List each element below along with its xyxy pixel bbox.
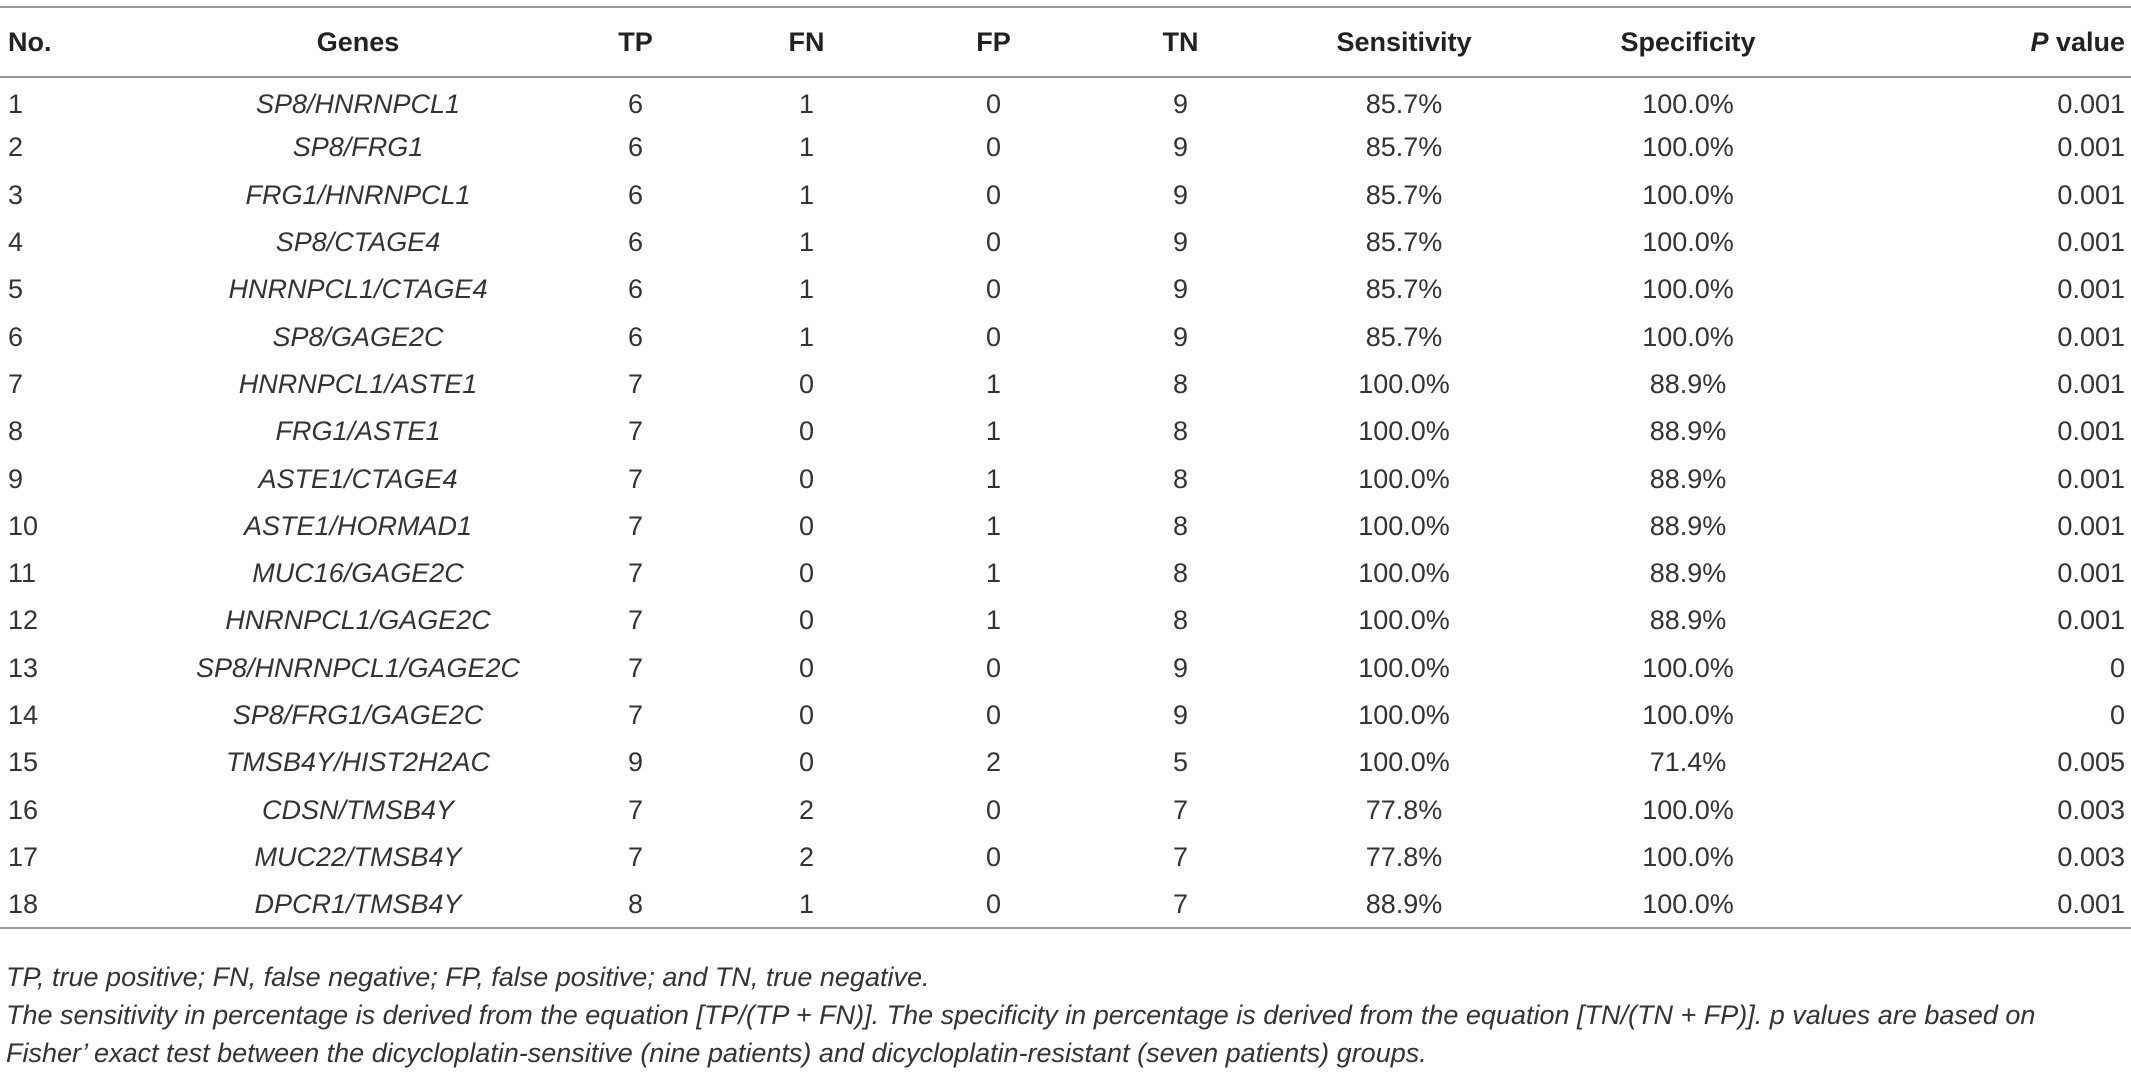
cell-genes: HNRNPCL1/ASTE1 [238, 368, 478, 399]
cell-p-value: 0.001 [2057, 888, 2125, 919]
cell-specificity: 100.0% [1642, 794, 1734, 825]
cell-sensitivity: 100.0% [1358, 605, 1450, 636]
table-row [0, 645, 2131, 692]
cell-fn: 0 [798, 510, 815, 541]
cell-specificity: 88.9% [1649, 605, 1727, 636]
cell-tn: 8 [1172, 510, 1189, 541]
table-row [0, 881, 2131, 928]
cell-no: 15 [8, 747, 39, 778]
cell-specificity: 100.0% [1642, 321, 1734, 352]
cell-tn: 9 [1172, 652, 1189, 683]
cell-genes: CDSN/TMSB4Y [261, 794, 455, 825]
cell-fn: 0 [798, 558, 815, 589]
cell-tp: 7 [627, 605, 644, 636]
cell-sensitivity: 100.0% [1358, 510, 1450, 541]
cell-fn: 1 [798, 888, 815, 919]
cell-fp: 0 [985, 132, 1002, 163]
cell-tn: 8 [1172, 368, 1189, 399]
cell-tn: 7 [1172, 841, 1189, 872]
cell-specificity: 88.9% [1649, 416, 1727, 447]
cell-fn: 0 [798, 368, 815, 399]
table-row [0, 455, 2131, 502]
cell-no: 11 [8, 558, 37, 589]
cell-tp: 6 [627, 274, 644, 305]
table-row [0, 77, 2131, 124]
cell-p-value: 0.001 [2057, 368, 2125, 399]
cell-tp: 7 [627, 700, 644, 730]
cell-fn: 1 [798, 132, 815, 163]
cell-tp: 7 [627, 510, 644, 541]
cell-tn: 9 [1172, 179, 1189, 210]
cell-p-value: 0.001 [2057, 558, 2125, 589]
table-row [0, 739, 2131, 786]
cell-p-value: 0.001 [2057, 227, 2125, 258]
cell-genes: MUC16/GAGE2C [252, 558, 464, 589]
cell-p-value: 0 [2109, 700, 2125, 730]
header-tn: TN [1087, 7, 1274, 77]
cell-genes: SP8/FRG1/GAGE2C [232, 700, 484, 730]
cell-tp: 8 [627, 888, 644, 919]
cell-tp: 7 [627, 652, 644, 683]
cell-no: 10 [8, 510, 39, 541]
cell-specificity: 100.0% [1642, 132, 1734, 163]
cell-genes: MUC22/TMSB4Y [254, 841, 462, 872]
cell-sensitivity: 77.8% [1365, 841, 1443, 872]
table-row [0, 834, 2131, 881]
table-row [0, 266, 2131, 313]
cell-fn: 2 [798, 841, 815, 872]
cell-p-value: 0.005 [2057, 747, 2125, 778]
cell-tp: 7 [627, 368, 644, 399]
cell-genes: FRG1/ASTE1 [275, 416, 441, 447]
cell-sensitivity: 77.8% [1365, 794, 1443, 825]
cell-fp: 2 [985, 747, 1002, 778]
cell-tp: 6 [627, 321, 644, 352]
cell-no: 17 [8, 841, 39, 872]
cell-sensitivity: 85.7% [1365, 88, 1443, 119]
cell-p-value: 0.001 [2057, 274, 2125, 305]
cell-specificity: 88.9% [1649, 558, 1727, 589]
cell-genes: SP8/HNRNPCL1 [255, 88, 461, 119]
cell-sensitivity: 100.0% [1358, 652, 1450, 683]
cell-genes: SP8/GAGE2C [272, 321, 444, 352]
cell-tp: 7 [627, 558, 644, 589]
cell-p-value: 0.001 [2057, 416, 2125, 447]
footnote-methods: The sensitivity in percentage is derived from the equation [TP/(TP + FN)]. The specificity in percentage is derived from the equation [TN/(TN + FP)]. p values are based on Fisher’ exact test between the dicycloplatin-sensitive (nine patients) and dicycloplatin-resistant (seven patients) groups. [6, 1000, 2036, 1068]
cell-fp: 0 [985, 841, 1002, 872]
cell-genes: FRG1/HNRNPCL1 [245, 179, 471, 210]
cell-specificity: 71.4% [1649, 747, 1727, 778]
cell-sensitivity: 85.7% [1365, 179, 1443, 210]
cell-tn: 8 [1172, 463, 1189, 494]
cell-tn: 7 [1172, 888, 1189, 919]
cell-tp: 7 [627, 463, 644, 494]
cell-specificity: 100.0% [1642, 700, 1734, 730]
cell-sensitivity: 85.7% [1365, 132, 1443, 163]
cell-p-value: 0.001 [2057, 463, 2125, 494]
cell-no: 12 [8, 605, 39, 636]
cell-tn: 9 [1172, 132, 1189, 163]
cell-no: 5 [8, 274, 24, 305]
cell-fp: 0 [985, 274, 1002, 305]
cell-fp: 1 [985, 368, 1002, 399]
header-p-value [1842, 7, 2131, 77]
cell-genes: HNRNPCL1/CTAGE4 [228, 274, 488, 305]
cell-specificity: 100.0% [1642, 841, 1734, 872]
cell-fp: 1 [985, 463, 1002, 494]
cell-sensitivity: 100.0% [1358, 700, 1450, 730]
cell-fp: 1 [985, 510, 1002, 541]
cell-fp: 0 [985, 652, 1002, 683]
table-row [0, 172, 2131, 219]
cell-specificity: 100.0% [1642, 888, 1734, 919]
header-fp: FP [900, 7, 1087, 77]
table-row [0, 408, 2131, 455]
results-table [0, 6, 2131, 929]
cell-specificity: 88.9% [1649, 463, 1727, 494]
cell-fn: 0 [798, 747, 815, 778]
header-p-suffix: value [2048, 26, 2125, 57]
cell-sensitivity: 85.7% [1365, 274, 1443, 305]
cell-tp: 6 [627, 88, 644, 119]
cell-p-value: 0.001 [2057, 321, 2125, 352]
cell-no: 8 [8, 416, 24, 447]
cell-no: 16 [8, 794, 39, 825]
cell-tn: 9 [1172, 700, 1189, 730]
cell-sensitivity: 100.0% [1358, 416, 1450, 447]
header-fn: FN [713, 7, 900, 77]
table-row [0, 550, 2131, 597]
cell-sensitivity: 88.9% [1365, 888, 1443, 919]
cell-tp: 6 [627, 227, 644, 258]
cell-genes: DPCR1/TMSB4Y [254, 888, 462, 919]
cell-p-value: 0.001 [2057, 132, 2125, 163]
cell-fp: 1 [985, 416, 1002, 447]
table-header [0, 7, 2131, 77]
header-p-letter: P [2030, 26, 2049, 57]
cell-genes: ASTE1/CTAGE4 [258, 463, 458, 494]
cell-tp: 9 [627, 747, 644, 778]
cell-tn: 8 [1172, 605, 1189, 636]
cell-fn: 0 [798, 652, 815, 683]
cell-no: 4 [8, 227, 24, 258]
cell-tp: 7 [627, 841, 644, 872]
cell-fn: 0 [798, 605, 815, 636]
cell-tn: 9 [1172, 227, 1189, 258]
cell-no: 7 [8, 368, 24, 399]
cell-tn: 8 [1172, 416, 1189, 447]
table-row [0, 692, 2131, 739]
cell-no: 14 [8, 700, 39, 730]
table-body [0, 77, 2131, 928]
cell-fp: 0 [985, 227, 1002, 258]
cell-fn: 0 [798, 416, 815, 447]
cell-no: 2 [8, 132, 24, 163]
header-genes: Genes [158, 7, 558, 77]
header-sensitivity: Sensitivity [1274, 7, 1534, 77]
cell-tn: 5 [1172, 747, 1189, 778]
cell-fn: 1 [798, 321, 815, 352]
cell-fp: 0 [985, 794, 1002, 825]
cell-fn: 1 [798, 179, 815, 210]
cell-no: 1 [8, 88, 24, 119]
cell-sensitivity: 100.0% [1358, 558, 1450, 589]
cell-p-value: 0.003 [2057, 794, 2125, 825]
cell-fp: 0 [985, 700, 1002, 730]
cell-fn: 1 [798, 227, 815, 258]
cell-sensitivity: 100.0% [1358, 747, 1450, 778]
cell-fp: 0 [985, 888, 1002, 919]
header-tp: TP [558, 7, 713, 77]
cell-fn: 0 [798, 700, 815, 730]
cell-sensitivity: 85.7% [1365, 227, 1443, 258]
table-row [0, 361, 2131, 408]
cell-fp: 1 [985, 558, 1002, 589]
cell-genes: SP8/HNRNPCL1/GAGE2C [195, 652, 521, 683]
cell-specificity: 88.9% [1649, 510, 1727, 541]
cell-fn: 1 [798, 88, 815, 119]
cell-tn: 7 [1172, 794, 1189, 825]
header-row [0, 7, 2131, 77]
cell-p-value: 0.001 [2057, 88, 2125, 119]
cell-no: 18 [8, 888, 39, 919]
table-footnotes [6, 958, 2111, 1072]
cell-tp: 6 [627, 179, 644, 210]
cell-tn: 8 [1172, 558, 1189, 589]
cell-p-value: 0.001 [2057, 179, 2125, 210]
cell-tn: 9 [1172, 321, 1189, 352]
table-row [0, 313, 2131, 360]
cell-genes: TMSB4Y/HIST2H2AC [225, 747, 491, 778]
header-specificity: Specificity [1534, 7, 1842, 77]
cell-no: 3 [8, 179, 24, 210]
cell-sensitivity: 100.0% [1358, 463, 1450, 494]
cell-fn: 2 [798, 794, 815, 825]
table-row [0, 219, 2131, 266]
cell-genes: SP8/CTAGE4 [275, 227, 441, 258]
table-row [0, 597, 2131, 644]
cell-genes: HNRNPCL1/GAGE2C [225, 605, 491, 636]
cell-fp: 0 [985, 88, 1002, 119]
cell-genes: SP8/FRG1 [292, 132, 424, 163]
cell-fp: 1 [985, 605, 1002, 636]
cell-fp: 0 [985, 321, 1002, 352]
table-row [0, 124, 2131, 171]
cell-fn: 0 [798, 463, 815, 494]
cell-specificity: 100.0% [1642, 179, 1734, 210]
cell-genes: ASTE1/HORMAD1 [243, 510, 473, 541]
cell-tp: 7 [627, 416, 644, 447]
cell-no: 6 [8, 321, 24, 352]
cell-p-value: 0.003 [2057, 841, 2125, 872]
cell-specificity: 100.0% [1642, 274, 1734, 305]
cell-no: 13 [8, 652, 39, 683]
cell-tp: 6 [627, 132, 644, 163]
cell-p-value: 0 [2109, 652, 2125, 683]
cell-specificity: 88.9% [1649, 368, 1727, 399]
footnote-abbreviations: TP, true positive; FN, false negative; FP, false positive; and TN, true negative. [6, 962, 930, 992]
cell-p-value: 0.001 [2057, 605, 2125, 636]
cell-specificity: 100.0% [1642, 227, 1734, 258]
table-row [0, 786, 2131, 833]
cell-sensitivity: 85.7% [1365, 321, 1443, 352]
cell-fp: 0 [985, 179, 1002, 210]
cell-no: 9 [8, 463, 24, 494]
cell-specificity: 100.0% [1642, 88, 1734, 119]
cell-tp: 7 [627, 794, 644, 825]
cell-sensitivity: 100.0% [1358, 368, 1450, 399]
table-row [0, 503, 2131, 550]
cell-tn: 9 [1172, 88, 1189, 119]
cell-fn: 1 [798, 274, 815, 305]
cell-specificity: 100.0% [1642, 652, 1734, 683]
cell-tn: 9 [1172, 274, 1189, 305]
cell-p-value: 0.001 [2057, 510, 2125, 541]
header-no: No. [0, 7, 158, 77]
